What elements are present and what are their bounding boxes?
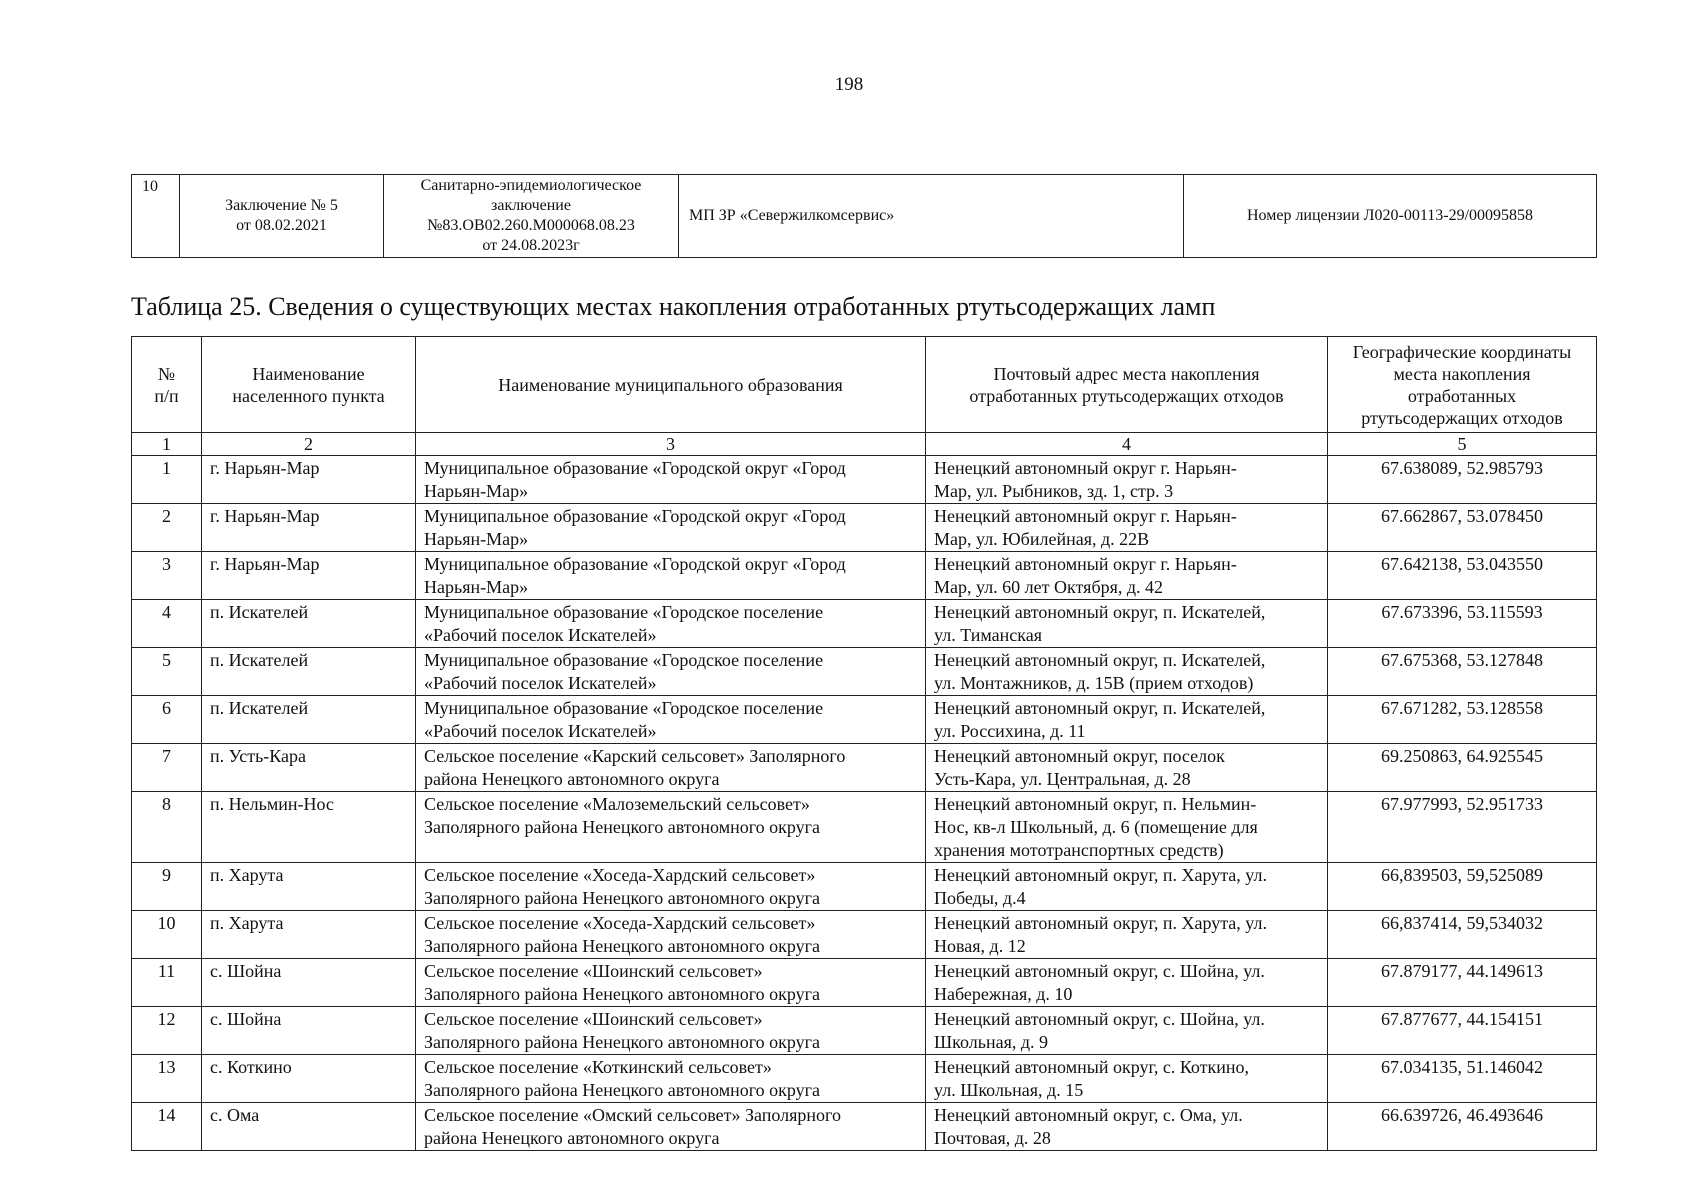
table-row xyxy=(132,1055,1597,1103)
header-address xyxy=(926,337,1328,433)
postal-address xyxy=(926,1007,1328,1055)
row-number: 14 xyxy=(132,1103,202,1151)
postal-address xyxy=(926,456,1328,504)
municipality-line: Заполярного района Ненецкого автономного округа xyxy=(424,936,821,956)
municipality-line: Сельское поселение «Омский сельсовет» Заполярного xyxy=(424,1105,841,1125)
municipality-line: Сельское поселение «Карский сельсовет» Заполярного xyxy=(424,746,846,766)
municipality-line: Заполярного района Ненецкого автономного округа xyxy=(424,1032,821,1052)
header-line: ртутьсодержащих отходов xyxy=(1361,407,1563,428)
settlement-name: п. Харута xyxy=(202,863,416,911)
address-line: Мар, ул. Юбилейная, д. 22В xyxy=(934,529,1150,549)
header-line: места накопления xyxy=(1393,363,1531,384)
municipality-name xyxy=(416,1103,926,1151)
address-line: Ненецкий автономный округ г. Нарьян- xyxy=(934,506,1237,526)
municipality-line: Сельское поселение «Шоинский сельсовет» xyxy=(424,961,763,981)
postal-address xyxy=(926,911,1328,959)
prev-conclusion-line: Заключение № 5 xyxy=(225,197,338,214)
prev-row-number: 10 xyxy=(132,175,180,258)
settlement-name: п. Искателей xyxy=(202,648,416,696)
address-line: ул. Тиманская xyxy=(934,625,1042,645)
prev-sanitary-line: заключение xyxy=(491,197,571,214)
header-number xyxy=(132,337,202,433)
address-line: Ненецкий автономный округ, с. Ома, ул. xyxy=(934,1105,1243,1125)
municipality-line: Нарьян-Мар» xyxy=(424,529,529,549)
settlement-name: г. Нарьян-Мар xyxy=(202,552,416,600)
settlement-name: п. Искателей xyxy=(202,600,416,648)
address-line: Ненецкий автономный округ, п. Харута, ул. xyxy=(934,913,1267,933)
previous-table-fragment xyxy=(131,174,1597,258)
municipality-line: Нарьян-Мар» xyxy=(424,481,529,501)
municipality-line: «Рабочий поселок Искателей» xyxy=(424,625,657,645)
table-row xyxy=(132,504,1597,552)
table-row xyxy=(132,911,1597,959)
geo-coordinates: 66,837414, 59,534032 xyxy=(1328,911,1597,959)
header-line: Географические координаты xyxy=(1352,341,1572,362)
postal-address xyxy=(926,959,1328,1007)
row-number: 9 xyxy=(132,863,202,911)
postal-address xyxy=(926,552,1328,600)
prev-row-conclusion xyxy=(180,175,384,258)
address-line: Мар, ул. 60 лет Октября, д. 42 xyxy=(934,577,1164,597)
row-number: 2 xyxy=(132,504,202,552)
postal-address xyxy=(926,504,1328,552)
address-line: Ненецкий автономный округ, п. Нельмин- xyxy=(934,794,1257,814)
prev-row-organization: МП ЗР «Севержилкомсервис» xyxy=(679,175,1184,258)
row-number: 8 xyxy=(132,792,202,863)
address-line: Нос, кв-л Школьный, д. 6 (помещение для xyxy=(934,817,1258,837)
page-number: 198 xyxy=(834,74,864,95)
table-row xyxy=(132,863,1597,911)
column-number: 1 xyxy=(132,433,202,456)
address-line: Ненецкий автономный округ г. Нарьян- xyxy=(934,554,1237,574)
settlement-name: с. Шойна xyxy=(202,1007,416,1055)
postal-address xyxy=(926,744,1328,792)
municipality-line: Заполярного района Ненецкого автономного округа xyxy=(424,888,821,908)
address-line: Ненецкий автономный округ г. Нарьян- xyxy=(934,458,1237,478)
table-row xyxy=(132,744,1597,792)
municipality-line: Муниципальное образование «Городской округ «Город xyxy=(424,458,846,478)
prev-conclusion-line: от 08.02.2021 xyxy=(236,217,327,234)
municipality-name xyxy=(416,696,926,744)
address-line: Победы, д.4 xyxy=(934,888,1026,908)
municipality-name xyxy=(416,911,926,959)
municipality-name xyxy=(416,792,926,863)
row-number: 11 xyxy=(132,959,202,1007)
header-line: Почтовый адрес места накопления xyxy=(993,363,1260,384)
header-line: Наименование xyxy=(252,363,365,384)
prev-row-license: Номер лицензии Л020-00113-29/00095858 xyxy=(1184,175,1597,258)
address-line: Почтовая, д. 28 xyxy=(934,1128,1051,1148)
address-line: Ненецкий автономный округ, п. Искателей, xyxy=(934,602,1266,622)
address-line: Школьная, д. 9 xyxy=(934,1032,1049,1052)
address-line: ул. Школьная, д. 15 xyxy=(934,1080,1084,1100)
row-number: 3 xyxy=(132,552,202,600)
geo-coordinates: 67.662867, 53.078450 xyxy=(1328,504,1597,552)
municipality-name xyxy=(416,1007,926,1055)
address-line: хранения мототранспортных средств) xyxy=(934,840,1224,860)
settlement-name: п. Искателей xyxy=(202,696,416,744)
table-row xyxy=(132,456,1597,504)
municipality-name xyxy=(416,648,926,696)
geo-coordinates: 66,839503, 59,525089 xyxy=(1328,863,1597,911)
municipality-line: Муниципальное образование «Городское поселение xyxy=(424,650,824,670)
header-settlement xyxy=(202,337,416,433)
column-number: 4 xyxy=(926,433,1328,456)
row-number: 4 xyxy=(132,600,202,648)
row-number: 7 xyxy=(132,744,202,792)
column-number: 3 xyxy=(416,433,926,456)
postal-address xyxy=(926,792,1328,863)
address-line: Ненецкий автономный округ, поселок xyxy=(934,746,1225,766)
settlement-name: с. Шойна xyxy=(202,959,416,1007)
address-line: Новая, д. 12 xyxy=(934,936,1026,956)
municipality-name xyxy=(416,552,926,600)
table-row xyxy=(132,648,1597,696)
row-number: 13 xyxy=(132,1055,202,1103)
geo-coordinates: 67.877677, 44.154151 xyxy=(1328,1007,1597,1055)
table-row xyxy=(132,792,1597,863)
table-row xyxy=(132,1103,1597,1151)
settlement-name: п. Усть-Кара xyxy=(202,744,416,792)
address-line: Ненецкий автономный округ, с. Коткино, xyxy=(934,1057,1250,1077)
geo-coordinates: 67.642138, 53.043550 xyxy=(1328,552,1597,600)
settlement-name: с. Ома xyxy=(202,1103,416,1151)
header-line: № xyxy=(157,363,176,384)
address-line: Ненецкий автономный округ, п. Искателей, xyxy=(934,650,1266,670)
table-row xyxy=(132,1007,1597,1055)
postal-address xyxy=(926,648,1328,696)
municipality-line: Сельское поселение «Коткинский сельсовет» xyxy=(424,1057,772,1077)
settlement-name: с. Коткино xyxy=(202,1055,416,1103)
header-line: отработанных ртутьсодержащих отходов xyxy=(969,385,1284,406)
table-row xyxy=(132,696,1597,744)
header-municipality xyxy=(416,337,926,433)
geo-coordinates: 69.250863, 64.925545 xyxy=(1328,744,1597,792)
geo-coordinates: 67.671282, 53.128558 xyxy=(1328,696,1597,744)
geo-coordinates: 67.977993, 52.951733 xyxy=(1328,792,1597,863)
municipality-line: Муниципальное образование «Городское поселение xyxy=(424,602,824,622)
municipality-line: района Ненецкого автономного округа xyxy=(424,769,720,789)
column-number: 5 xyxy=(1328,433,1597,456)
mercury-lamps-table xyxy=(131,336,1597,1151)
address-line: Мар, ул. Рыбников, зд. 1, стр. 3 xyxy=(934,481,1174,501)
address-line: Усть-Кара, ул. Центральная, д. 28 xyxy=(934,769,1191,789)
municipality-line: «Рабочий поселок Искателей» xyxy=(424,673,657,693)
municipality-line: Сельское поселение «Малоземельский сельсовет» xyxy=(424,794,810,814)
municipality-line: Нарьян-Мар» xyxy=(424,577,529,597)
settlement-name: г. Нарьян-Мар xyxy=(202,504,416,552)
row-number: 12 xyxy=(132,1007,202,1055)
postal-address xyxy=(926,696,1328,744)
municipality-name xyxy=(416,504,926,552)
municipality-name xyxy=(416,863,926,911)
municipality-name xyxy=(416,1055,926,1103)
municipality-name xyxy=(416,959,926,1007)
column-number-row xyxy=(132,433,1597,456)
header-coordinates xyxy=(1328,337,1597,433)
municipality-line: Муниципальное образование «Городской округ «Город xyxy=(424,506,846,526)
header-line: Наименование муниципального образования xyxy=(498,374,843,395)
municipality-line: Сельское поселение «Шоинский сельсовет» xyxy=(424,1009,763,1029)
municipality-line: Муниципальное образование «Городское поселение xyxy=(424,698,824,718)
row-number: 5 xyxy=(132,648,202,696)
table-row xyxy=(132,600,1597,648)
table-caption: Таблица 25. Сведения о существующих местах накопления отработанных ртутьсодержащих ламп xyxy=(131,292,1216,321)
municipality-line: района Ненецкого автономного округа xyxy=(424,1128,720,1148)
address-line: Ненецкий автономный округ, п. Искателей, xyxy=(934,698,1266,718)
geo-coordinates: 67.638089, 52.985793 xyxy=(1328,456,1597,504)
prev-sanitary-line: от 24.08.2023г xyxy=(482,237,580,254)
municipality-line: Муниципальное образование «Городской округ «Город xyxy=(424,554,846,574)
municipality-line: Сельское поселение «Хоседа-Хардский сельсовет» xyxy=(424,913,816,933)
municipality-name xyxy=(416,744,926,792)
geo-coordinates: 67.675368, 53.127848 xyxy=(1328,648,1597,696)
settlement-name: п. Харута xyxy=(202,911,416,959)
municipality-line: Заполярного района Ненецкого автономного округа xyxy=(424,1080,821,1100)
geo-coordinates: 66.639726, 46.493646 xyxy=(1328,1103,1597,1151)
postal-address xyxy=(926,863,1328,911)
geo-coordinates: 67.879177, 44.149613 xyxy=(1328,959,1597,1007)
header-line: населенного пункта xyxy=(232,385,385,406)
column-number: 2 xyxy=(202,433,416,456)
address-line: ул. Россихина, д. 11 xyxy=(934,721,1086,741)
address-line: Набережная, д. 10 xyxy=(934,984,1073,1004)
prev-row-sanitary-conclusion xyxy=(384,175,679,258)
postal-address xyxy=(926,1055,1328,1103)
address-line: Ненецкий автономный округ, с. Шойна, ул. xyxy=(934,1009,1265,1029)
header-row xyxy=(132,337,1597,433)
address-line: Ненецкий автономный округ, с. Шойна, ул. xyxy=(934,961,1265,981)
municipality-line: Заполярного района Ненецкого автономного округа xyxy=(424,984,821,1004)
settlement-name: г. Нарьян-Мар xyxy=(202,456,416,504)
municipality-name xyxy=(416,456,926,504)
prev-sanitary-line: №83.ОВ02.260.М000068.08.23 xyxy=(427,217,635,234)
row-number: 1 xyxy=(132,456,202,504)
municipality-line: Сельское поселение «Хоседа-Хардский сельсовет» xyxy=(424,865,816,885)
row-number: 10 xyxy=(132,911,202,959)
municipality-line: «Рабочий поселок Искателей» xyxy=(424,721,657,741)
header-line: отработанных xyxy=(1407,385,1517,406)
row-number: 6 xyxy=(132,696,202,744)
municipality-name xyxy=(416,600,926,648)
postal-address xyxy=(926,600,1328,648)
table-body xyxy=(132,456,1597,1151)
previous-table-row xyxy=(132,175,1597,258)
postal-address xyxy=(926,1103,1328,1151)
address-line: ул. Монтажников, д. 15В (прием отходов) xyxy=(934,673,1254,693)
header-line: п/п xyxy=(154,385,179,406)
prev-sanitary-line: Санитарно-эпидемиологическое xyxy=(420,177,642,194)
address-line: Ненецкий автономный округ, п. Харута, ул. xyxy=(934,865,1267,885)
table-row xyxy=(132,552,1597,600)
geo-coordinates: 67.034135, 51.146042 xyxy=(1328,1055,1597,1103)
municipality-line: Заполярного района Ненецкого автономного округа xyxy=(424,817,821,837)
settlement-name: п. Нельмин-Нос xyxy=(202,792,416,863)
table-row xyxy=(132,959,1597,1007)
geo-coordinates: 67.673396, 53.115593 xyxy=(1328,600,1597,648)
